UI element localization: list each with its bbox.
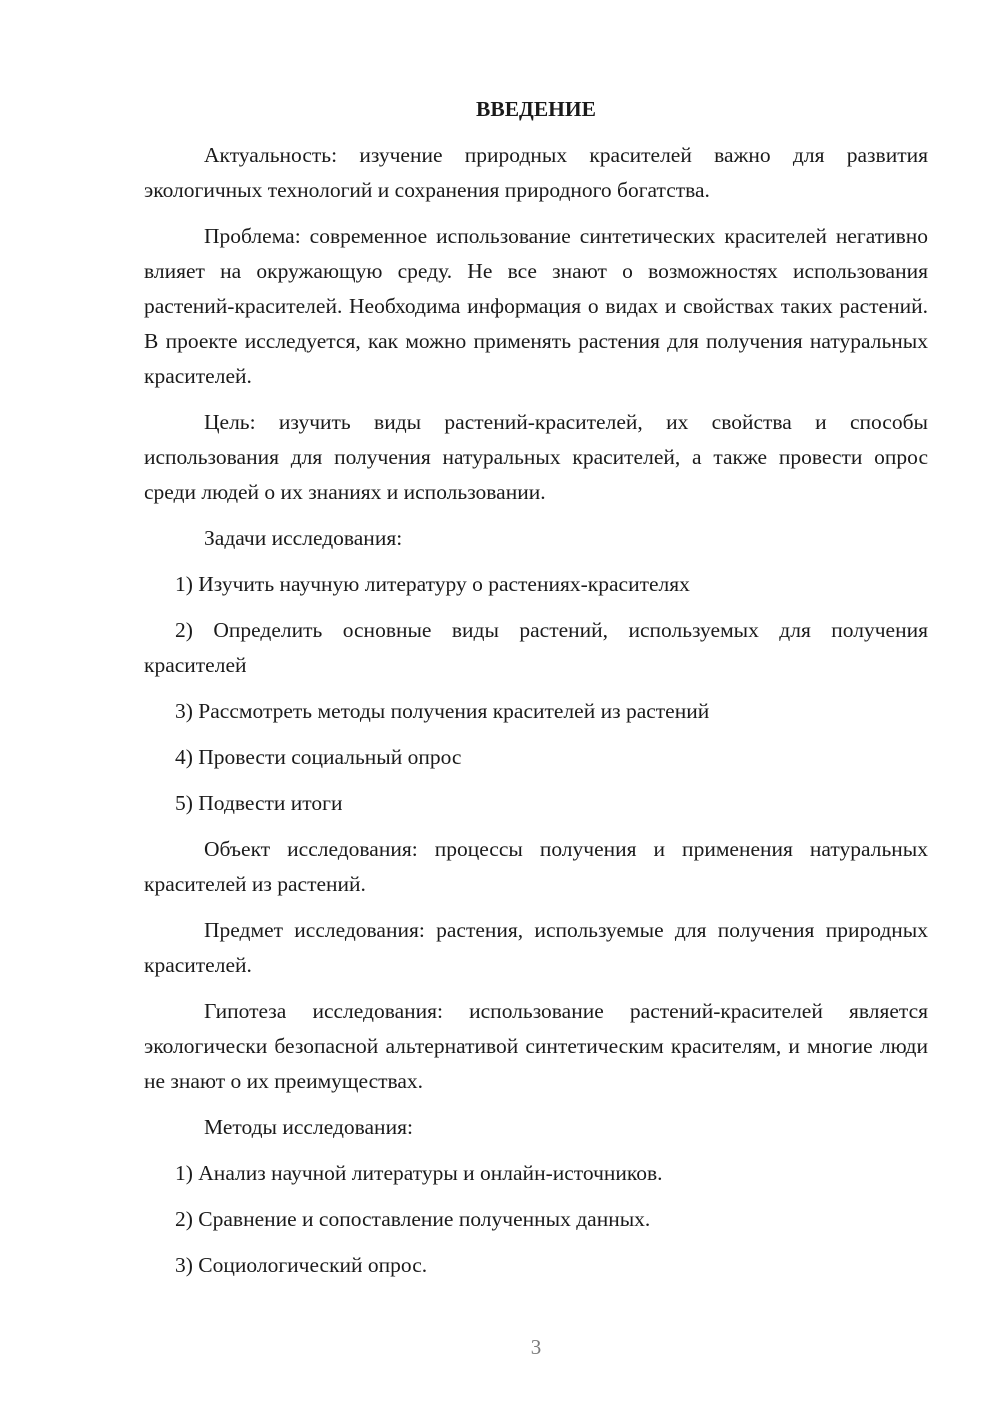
methods-heading: Методы исследования: xyxy=(204,1115,413,1139)
task-item: 2) Определить основные виды растений, используемых для получения красителей xyxy=(144,618,928,677)
goal-paragraph: Цель: изучить виды растений-красителей, их свойства и способы использования для получения натуральных красителей, а также провести опрос среди людей о их знаниях и использовании. xyxy=(144,410,928,504)
task-item: 4) Провести социальный опрос xyxy=(175,745,462,769)
method-item: 2) Сравнение и сопоставление полученных данных. xyxy=(175,1207,651,1231)
page-title: ВВЕДЕНИЕ xyxy=(476,97,596,121)
tasks-heading: Задачи исследования: xyxy=(204,526,403,550)
task-item: 5) Подвести итоги xyxy=(175,791,343,815)
problem-paragraph: Проблема: современное использование синтетических красителей негативно влияет на окружающую среду. Не все знают о возможностях использования растений-красителей. Необходима информация о видах и свойствах таких растений. В проекте исследуется, как можно применять растения для получения натуральных красителей. xyxy=(144,224,928,388)
hypothesis-paragraph: Гипотеза исследования: использование растений-красителей является экологически безопасной альтернативой синтетическим красителям, и многие люди не знают о их преимуществах. xyxy=(144,999,928,1093)
task-item: 1) Изучить научную литературу о растениях-красителях xyxy=(175,572,690,596)
method-item: 1) Анализ научной литературы и онлайн-источников. xyxy=(175,1161,663,1185)
subject-paragraph: Предмет исследования: растения, используемые для получения природных красителей. xyxy=(144,918,928,977)
page-number: 3 xyxy=(530,1335,542,1359)
object-paragraph: Объект исследования: процессы получения и применения натуральных красителей из растений. xyxy=(144,837,928,896)
task-item: 3) Рассмотреть методы получения красителей из растений xyxy=(175,699,710,723)
relevance-paragraph: Актуальность: изучение природных красителей важно для развития экологичных технологий и сохранения природного богатства. xyxy=(144,143,928,202)
method-item: 3) Социологический опрос. xyxy=(175,1253,428,1277)
page-content xyxy=(144,92,928,1294)
